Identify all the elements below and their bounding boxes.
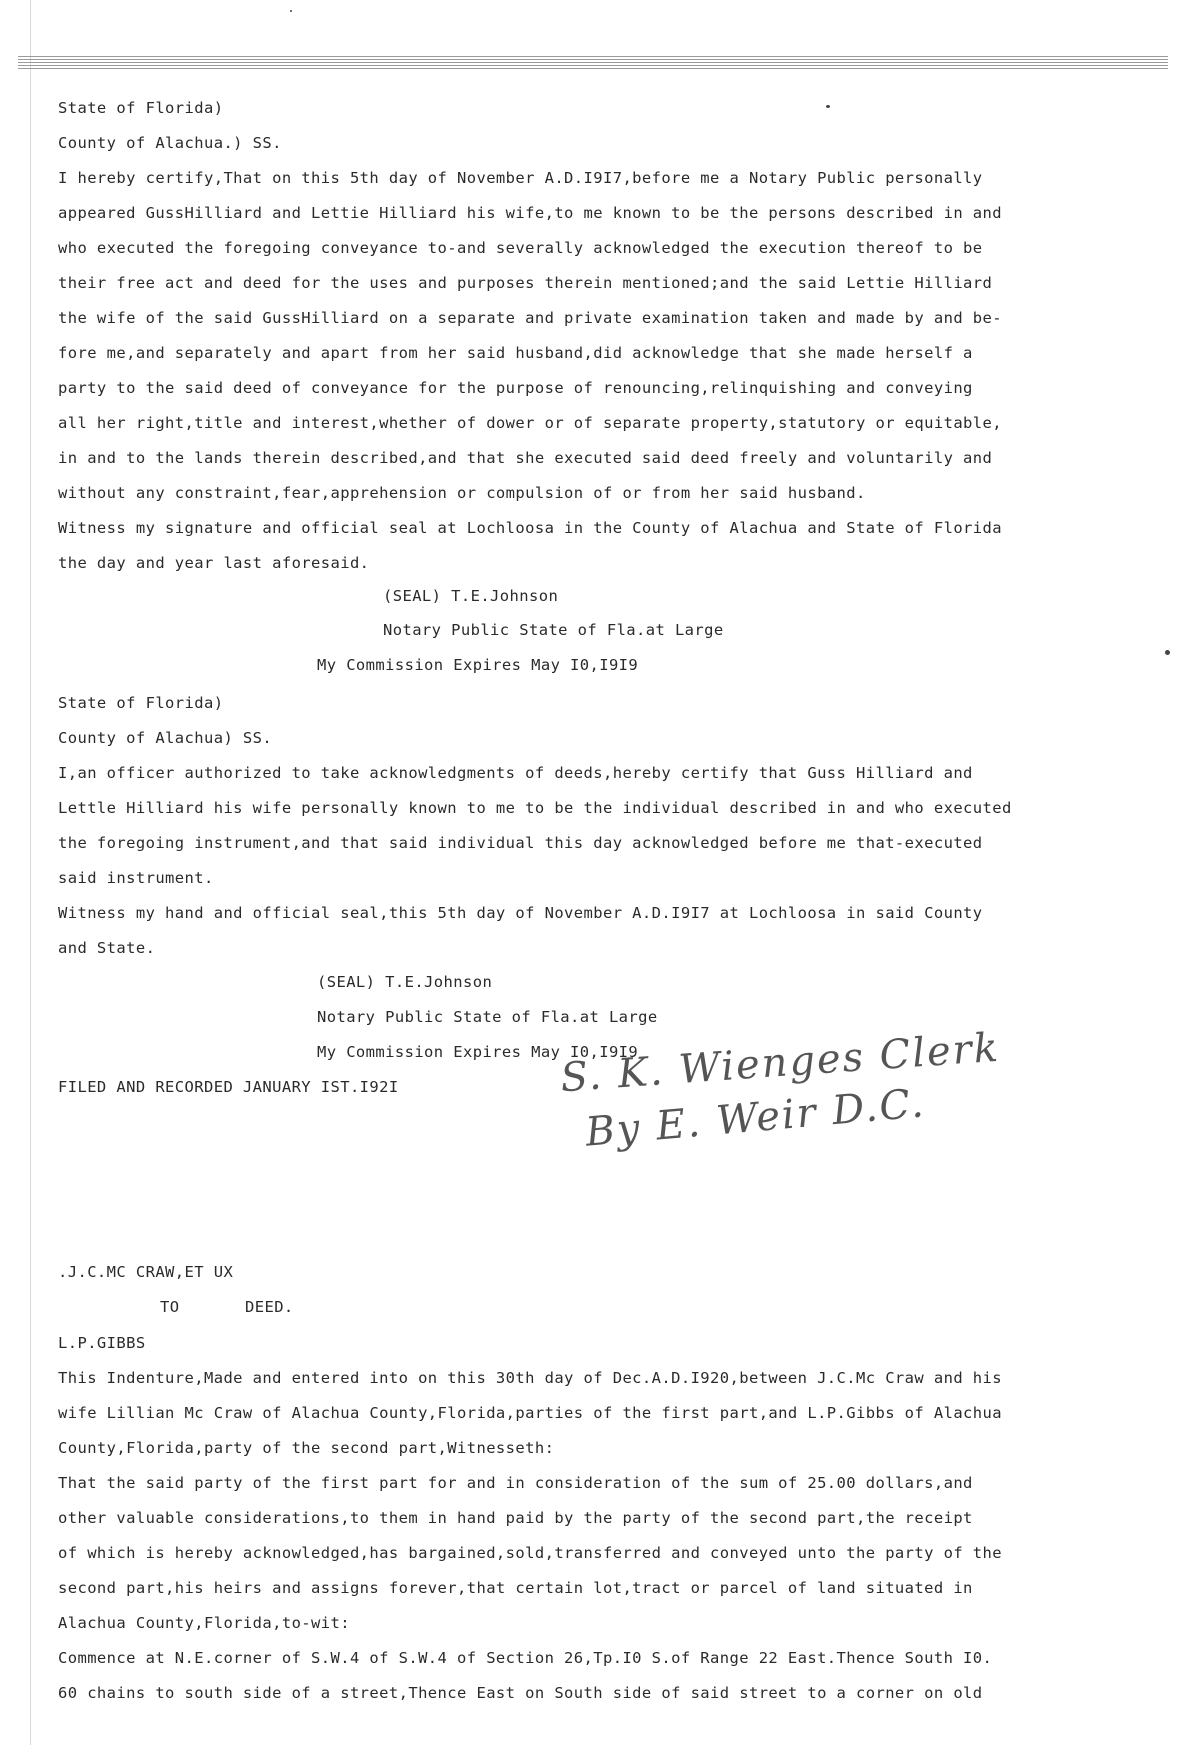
deed-line: other valuable considerations,to them in hand paid by the party of the second part,the receipt (58, 1509, 973, 1527)
ack1-commission: My Commission Expires May I0,I9I9 (317, 656, 639, 674)
deed-line: wife Lillian Mc Craw of Alachua County,Florida,parties of the first part,and L.P.Gibbs of Alachua (58, 1404, 1002, 1422)
ack2-line: the foregoing instrument,and that said individual this day acknowledged before me that-executed (58, 834, 983, 852)
ack2-line: and State. (58, 939, 156, 957)
ack1-line: I hereby certify,That on this 5th day of November A.D.I9I7,before me a Notary Public personally (58, 169, 983, 187)
top-rule (18, 59, 1168, 60)
ack1-line: all her right,title and interest,whether of dower or of separate property,statutory or equitable, (58, 414, 1002, 432)
scan-speck (826, 105, 830, 108)
deed-line: second part,his heirs and assigns forever,that certain lot,tract or parcel of land situated in (58, 1579, 973, 1597)
ack2-line: said instrument. (58, 869, 214, 887)
ack1-line: party to the said deed of conveyance for the purpose of renouncing,relinquishing and conveying (58, 379, 973, 397)
ack2-line: I,an officer authorized to take acknowledgments of deeds,hereby certify that Guss Hilliard and (58, 764, 973, 782)
deed-grantee: L.P.GIBBS (58, 1334, 146, 1352)
ack1-line: who executed the foregoing conveyance to-and severally acknowledged the execution thereof to be (58, 239, 983, 257)
ack1-line: State of Florida) (58, 99, 224, 117)
page-edge (30, 0, 31, 1745)
deed-line: 60 chains to south side of a street,Thence East on South side of said street to a corner on old (58, 1684, 983, 1702)
ack2-line: Witness my hand and official seal,this 5th day of November A.D.I9I7 at Lochloosa in said County (58, 904, 983, 922)
scan-speck (290, 10, 292, 12)
deed-heading-type: DEED. (245, 1298, 294, 1316)
top-rule (18, 68, 1168, 69)
filed-recorded-note: FILED AND RECORDED JANUARY IST.I92I (58, 1078, 399, 1096)
ack1-line: fore me,and separately and apart from her said husband,did acknowledge that she made herself a (58, 344, 973, 362)
deed-grantors: .J.C.MC CRAW,ET UX (58, 1263, 234, 1281)
ack1-line: without any constraint,fear,apprehension or compulsion of or from her said husband. (58, 484, 866, 502)
deed-line: Alachua County,Florida,to-wit: (58, 1614, 350, 1632)
deputy-clerk-signature: By E. Weir D.C. (583, 1080, 928, 1156)
clerk-signature: S. K. Wienges Clerk (558, 1024, 1002, 1102)
ack1-line: the wife of the said GussHilliard on a separate and private examination taken and made by and be- (58, 309, 1002, 327)
ack1-line: their free act and deed for the uses and purposes therein mentioned;and the said Lettie Hilliard (58, 274, 993, 292)
ack2-commission: My Commission Expires May I0,I9I9 (317, 1043, 639, 1061)
deed-line: That the said party of the first part for and in consideration of the sum of 25.00 dollars,and (58, 1474, 973, 1492)
top-rule (18, 65, 1168, 66)
scan-speck (1165, 650, 1170, 655)
ack1-line: in and to the lands therein described,and that she executed said deed freely and voluntarily and (58, 449, 993, 467)
ack1-line: the day and year last aforesaid. (58, 554, 370, 572)
ack2-line: County of Alachua) SS. (58, 729, 273, 747)
ack1-line: appeared GussHilliard and Lettie Hilliard his wife,to me known to be the persons described in and (58, 204, 1002, 222)
top-rule (18, 62, 1168, 63)
ack2-seal: (SEAL) T.E.Johnson (317, 973, 493, 991)
ack2-line: State of Florida) (58, 694, 224, 712)
ack1-notary-title: Notary Public State of Fla.at Large (383, 621, 724, 639)
ack1-line: County of Alachua.) SS. (58, 134, 282, 152)
deed-line: of which is hereby acknowledged,has bargained,sold,transferred and conveyed unto the party of the (58, 1544, 1002, 1562)
ack1-line: Witness my signature and official seal at Lochloosa in the County of Alachua and State of Florida (58, 519, 1002, 537)
top-rule (18, 56, 1168, 57)
ack2-notary-title: Notary Public State of Fla.at Large (317, 1008, 658, 1026)
deed-line: County,Florida,party of the second part,Witnesseth: (58, 1439, 555, 1457)
ack2-line: Lettle Hilliard his wife personally known to me to be the individual described in and who executed (58, 799, 1012, 817)
deed-heading-to: TO (160, 1298, 180, 1316)
ack1-seal: (SEAL) T.E.Johnson (383, 587, 559, 605)
deed-line: Commence at N.E.corner of S.W.4 of S.W.4 of Section 26,Tp.I0 S.of Range 22 East.Thence South I0. (58, 1649, 993, 1667)
deed-line: This Indenture,Made and entered into on this 30th day of Dec.A.D.I920,between J.C.Mc Craw and his (58, 1369, 1002, 1387)
